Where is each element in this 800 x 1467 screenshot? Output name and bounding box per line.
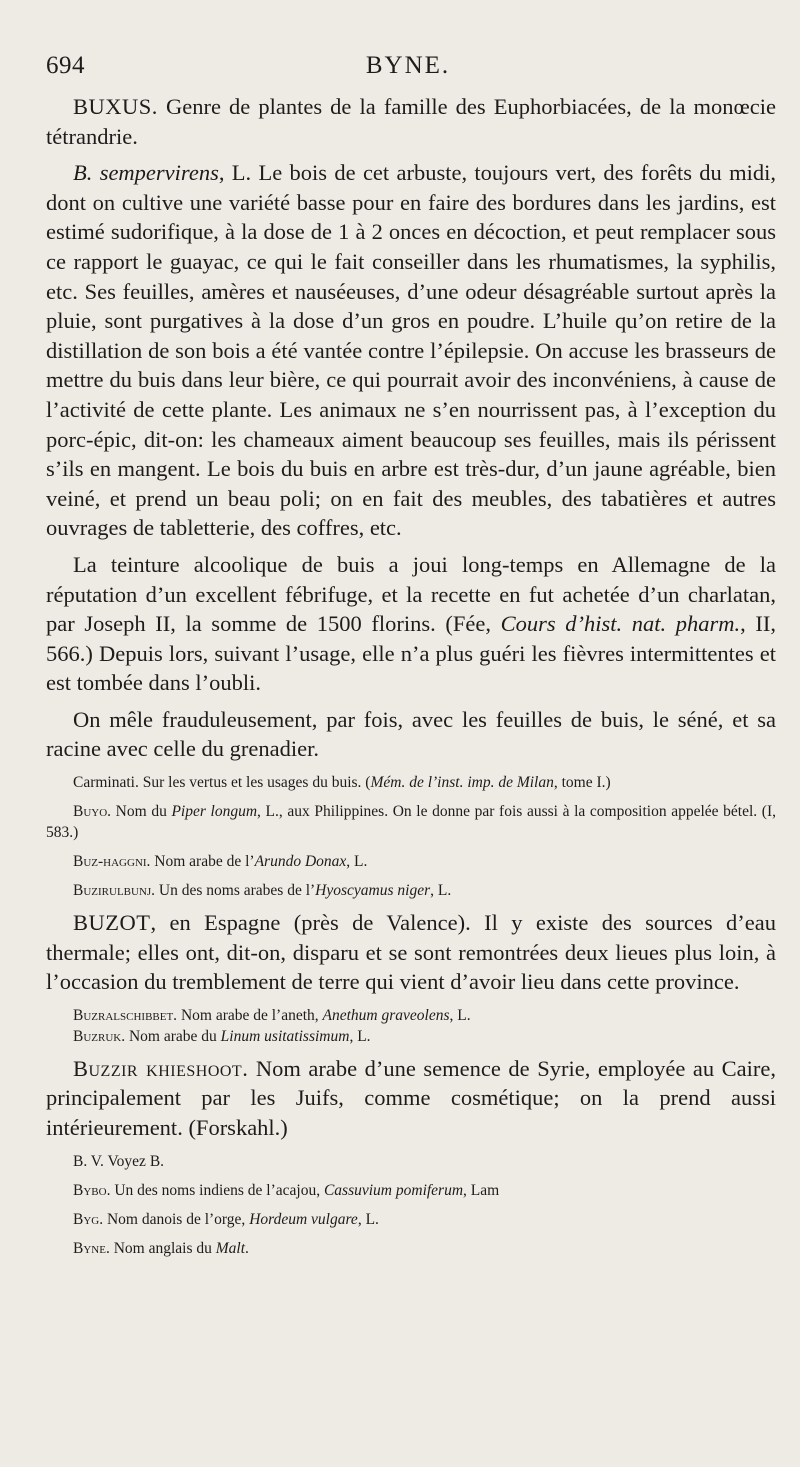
headword: BUZOT bbox=[73, 910, 151, 936]
reference-text: , tome I.) bbox=[553, 774, 611, 792]
headword: Buyo. bbox=[73, 803, 112, 821]
latin-name: Linum usitatissimum bbox=[220, 1027, 350, 1045]
paragraph-teinture bbox=[46, 550, 776, 698]
paragraph-text: On mêle frauduleusement, par fois, avec les feuilles de buis, le séné, et sa racine avec celle du grenadier. bbox=[46, 706, 776, 762]
entry-byg bbox=[46, 1209, 776, 1230]
paragraph-text: , II, 566.) Depuis lors, suivant l’usage, elle n’a plus guéri les fièvres intermittentes et est tombée dans l’oubli. bbox=[46, 611, 776, 696]
entry-bybo bbox=[46, 1180, 776, 1201]
entry-text: , L. bbox=[346, 853, 368, 871]
entry-text: , L. Le bois de cet arbuste, toujours vert, des forêts du midi, dont on cultive une variété basse pour en faire des bordures dans les jardins, est estimé sudorifique, à la dose de 1 à 2 onces en décoction, et peut remplacer sous ce rapport le guayac, ce qui le fait conseiller dans les rhumatismes, la syphilis, etc. Ses feuilles, amères et nauséeuses, d’une odeur désagréable surtout après la pluie, sont purgatives à la dose d’un gros en poudre. L’huile qu’on retire de la distillation de son bois a été vantée contre l’épilepsie. On accuse les brasseurs de mettre du buis dans leur bière, ce qui pourrait avoir des inconvéniens, à cause de l’activité de cette plante. Les animaux ne s’en nourrissent pas, à l’exception du porc-épic, dit-on: les chameaux aiment beaucoup ses feuilles, mais ils périssent s’ils en mangent. Le bois du buis en arbre est très-dur, d’un jaune agréable, bien veiné, et prend un beau poli; on en fait des meubles, des tabatières et autres ouvrages de tabletterie, des coffres, etc. bbox=[46, 160, 777, 541]
entry-text: , L. bbox=[357, 1210, 379, 1228]
citation: Mém. de l’inst. imp. de Milan bbox=[370, 774, 554, 792]
entry-buzzir-khieshoot bbox=[46, 1054, 776, 1143]
headword: Byg. bbox=[73, 1210, 104, 1228]
entry-buzot bbox=[46, 908, 776, 997]
entry-text: , Lam bbox=[463, 1181, 500, 1199]
entry-text: , L., aux Philippines. On le donne par fois aussi à la composition appelée bétel. (I, 583.) bbox=[46, 803, 776, 842]
headword: Buzralschibbet. bbox=[73, 1006, 178, 1024]
latin-name: Hyoscyamus niger bbox=[315, 882, 431, 900]
species-name: B. sempervirens bbox=[73, 160, 219, 186]
latin-name: Malt bbox=[215, 1239, 246, 1257]
entry-text: Nom arabe d’une semence de Syrie, employée au Caire, principalement par les Juifs, comme cosmétique; on la prend aussi intérieurement. (Forskahl.) bbox=[46, 1055, 776, 1141]
entry-text: Voyez B. bbox=[103, 1152, 165, 1170]
entry-text: Nom arabe de l’aneth, bbox=[177, 1006, 323, 1024]
latin-name: Arundo Donax bbox=[254, 853, 347, 871]
entry-buxus bbox=[46, 92, 776, 151]
entry-text: Nom arabe de l’ bbox=[150, 853, 255, 871]
latin-name: Piper longum bbox=[171, 803, 258, 821]
citation: Cours d’hist. nat. pharm. bbox=[500, 611, 741, 637]
entry-text: Nom danois de l’orge, bbox=[103, 1210, 250, 1228]
latin-name: Hordeum vulgare bbox=[249, 1210, 358, 1228]
entry-text: Un des noms indiens de l’acajou, bbox=[110, 1181, 324, 1199]
entry-byne bbox=[46, 1238, 776, 1259]
running-head: BYNE. bbox=[365, 52, 451, 79]
entry-buxus-sempervirens bbox=[46, 158, 776, 543]
entry-buzruk bbox=[46, 1026, 776, 1047]
entry-text: , L. bbox=[349, 1027, 371, 1045]
entry-bv bbox=[46, 1151, 776, 1172]
headword: Buzirulbunj. bbox=[73, 882, 156, 900]
headword: Bybo. bbox=[73, 1181, 111, 1199]
headword: Buzruk. bbox=[73, 1027, 126, 1045]
page-number: 694 bbox=[46, 52, 85, 79]
entry-text: , L. bbox=[430, 882, 452, 900]
page-body bbox=[46, 92, 776, 1259]
reference-carminati bbox=[46, 772, 776, 793]
paragraph-text: La teinture alcoolique de buis a joui long-temps en Allemagne de la réputation d’un excellent fébrifuge, et la recette en fut achetée d’un charlatan, par Joseph II, la somme de 1500 florins. (Fée, bbox=[46, 551, 776, 637]
entry-buzralschibbet bbox=[46, 1005, 776, 1026]
entry-buyo bbox=[46, 801, 776, 843]
headword: Byne. bbox=[73, 1239, 110, 1257]
entry-text: Genre de plantes de la famille des Euphorbiacées, de la monœcie tétrandrie. bbox=[46, 94, 776, 149]
headword: Buz-haggni. bbox=[73, 853, 151, 871]
entry-text: Nom arabe du bbox=[125, 1027, 221, 1045]
paragraph-fraude bbox=[46, 705, 776, 764]
entry-buzirulbunj bbox=[46, 880, 776, 901]
entry-text: , L. bbox=[449, 1006, 471, 1024]
entry-text: Nom du bbox=[111, 803, 172, 821]
page-header bbox=[46, 52, 770, 88]
headword: BUXUS. bbox=[73, 94, 158, 119]
entry-buz-haggni bbox=[46, 851, 776, 872]
reference-text: Carminati. Sur les vertus et les usages du buis. ( bbox=[73, 774, 371, 792]
headword: B. V. bbox=[73, 1152, 104, 1170]
latin-name: Cassuvium pomiferum bbox=[323, 1181, 464, 1199]
entry-text: . bbox=[245, 1239, 249, 1257]
latin-name: Anethum graveolens bbox=[322, 1006, 450, 1024]
entry-text: Nom anglais du bbox=[109, 1239, 216, 1257]
entry-text: , en Espagne (près de Valence). Il y existe des sources d’eau thermale; elles ont, dit-on, disparu et se sont remontrées deux lieues plus loin, à l’occasion du tremblement de terre qui vient d’avoir lieu dans cette province. bbox=[46, 910, 776, 995]
entry-text: Un des noms arabes de l’ bbox=[155, 882, 316, 900]
headword: Buzzir khieshoot. bbox=[73, 1055, 249, 1081]
